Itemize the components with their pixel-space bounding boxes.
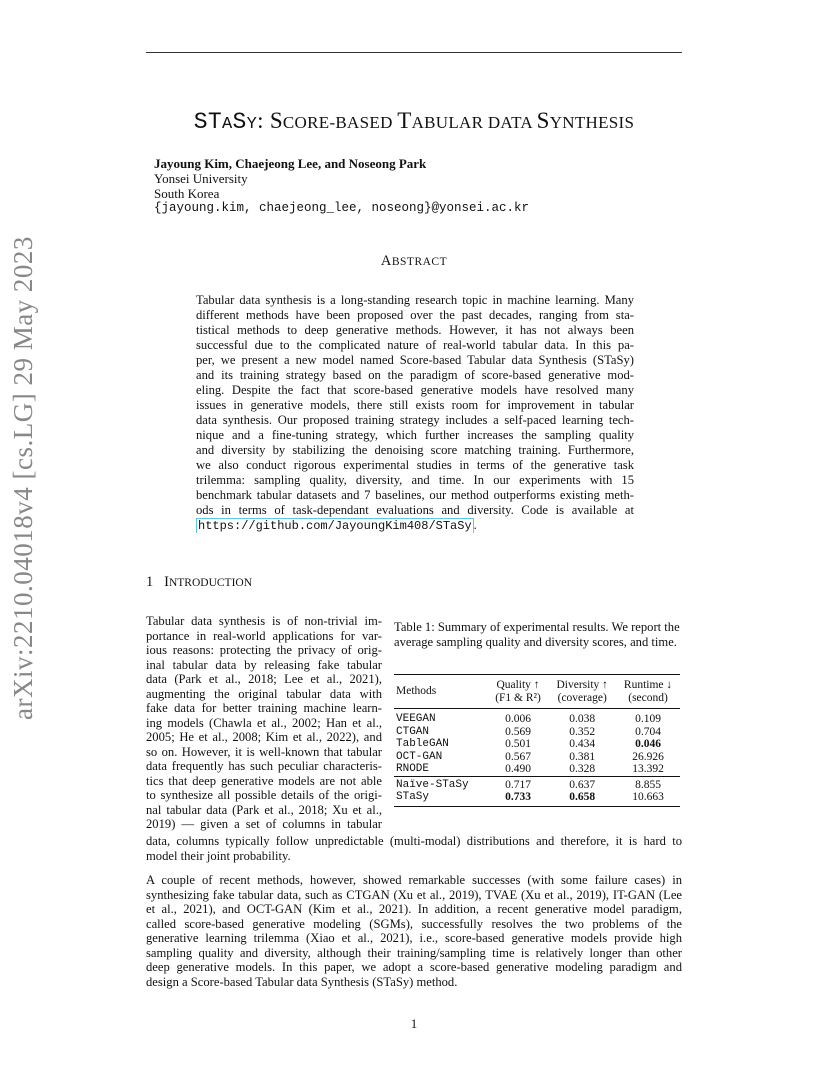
country: South Korea [154,186,220,201]
cell-quality: 0.006 [505,713,531,725]
text-line: different methods have been proposed over the past decades, ranging from sta- [196,308,634,322]
text-line: ing models (Chawla et al., 2002; Han et al., [146,715,382,730]
author-names: Jayoung Kim, Chaejeong Lee, and Noseong Park [154,156,427,171]
section-heading-introduction: 1 INTRODUCTION [146,574,253,590]
col-subheader-diversity: (coverage) [548,692,616,709]
text-line: benchmark tabular datasets and 7 baselines, our method outperforms existing meth- [196,488,634,502]
text-line: et al., 2021), and OCT-GAN (Kim et al., 2021). In addition, a recent generative model paradigm, [146,902,682,916]
cell-runtime: 0.109 [635,713,661,725]
page-number: 1 [410,1016,418,1031]
text-line: generative learning trilemma (Xiao et al., 2021), i.e., score-based generative models provide high [146,931,682,945]
table-caption: Table 1: Summary of experimental results. We report the average sampling quality and diversity scores, and time. [394,620,680,649]
text-line: per, we present a new model named Score-based Tabular data Synthesis (STaSy) [196,353,634,367]
text-line: ious reasons: protecting the privacy of orig- [146,643,382,657]
cell-runtime: 13.392 [632,763,664,775]
text-line: nique and a fine-tuning strategy, which further increases the sampling quality [196,428,634,442]
intro-paragraph-continued [146,834,682,863]
cell-runtime: 0.704 [635,725,661,738]
abstract-heading: ABSTRACT [380,253,448,269]
text-line: eling. Despite the fact that score-based generative models have resolved many [196,383,634,397]
title-part: S [536,108,550,133]
text-line: sampling quality and diversity, although their training/sampling time is relatively longer than other [146,945,682,960]
title-part: : S [257,108,283,133]
affiliation: Yonsei University [154,171,248,186]
table-row [394,776,680,791]
text-line: successful due to the complicated nature of real-world tabular data. In this pa- [196,338,634,352]
table-row [394,751,680,764]
intro-paragraph-left [146,614,382,832]
text-line: synthesizing fake tabular data, such as CTGAN (Xu et al., 2019), TVAE (Xu et al., 2019), IT-GAN (Lee [146,887,682,902]
cell-diversity: 0.434 [569,738,596,750]
text-line: so on. However, it is well-known that tabular [146,744,382,759]
title-part: CORE-BASED [282,113,398,132]
abstract-body [196,293,634,533]
author-emails: {jayoung.kim, chaejeong_lee, noseong}@yonsei.ac.kr [154,201,530,215]
cell-diversity: 0.637 [548,776,616,791]
text-line: tics that deep generative models are not able [146,773,382,788]
title-part: ABULAR DATA [411,113,537,132]
top-rule [146,52,682,53]
cell-quality: 0.490 [505,763,531,775]
text-line: portance in real-world applications for var- [146,628,382,643]
text-line: A couple of recent methods, however, showed remarkable successes (with some failure cases) in [146,873,682,887]
text-line: data (Park et al., 2018; Lee et al., 2021), [146,672,382,686]
col-header-methods: Methods [394,675,488,709]
arxiv-identifier: arXiv:2210.04018v4 [cs.LG] 29 May 2023 [8,236,38,720]
text-line: and diversity by stabilizing the denoising score matching training. Furthermore, [196,443,634,457]
cell-runtime: 10.663 [616,791,680,806]
table-row [394,763,680,776]
cell-method: TableGAN [396,738,449,750]
title-part: Y [246,115,258,134]
cell-diversity: 0.658 [548,791,616,806]
col-header-runtime: Runtime ↓ [616,675,680,692]
cell-quality: 0.717 [488,776,549,791]
github-link[interactable]: https://github.com/JayoungKim408/STaSy [198,519,472,533]
cell-method: Naïve-STaSy [394,776,488,791]
cell-diversity: 0.352 [569,725,596,738]
title-part: ST [193,109,222,135]
text-line: fake data for better training machine learn- [146,701,382,715]
text-line: 2019) — given a set of columns in tabular [146,817,382,831]
cell-method: OCT-GAN [396,750,443,763]
text-line: data frequently has such peculiar characteris- [146,759,382,773]
paper-title [146,108,682,135]
text-line: deep generative models. In this paper, we adopt a score-based generative modeling paradigm and [146,960,682,974]
table-row [394,726,680,739]
title-part: S [232,109,247,135]
col-header-diversity: Diversity ↑ [548,675,616,692]
cell-diversity: 0.381 [569,750,596,763]
cell-quality: 0.733 [488,791,549,806]
title-part: T [397,108,412,133]
text-line: data synthesis. Our proposed training strategy includes a self-paced learning tech- [196,413,634,427]
text-line: trilemma: sampling quality, diversity, and time. In our experiments with 15 [196,473,634,487]
text-line: ods in terms of task-dependant evaluations and diversity. Code is available at [196,503,634,517]
cell-runtime: 26.926 [632,750,664,763]
text-line: Tabular data synthesis is of non-trivial im- [146,614,382,628]
text-line: we also conduct rigorous experimental studies in terms of the generative task [196,458,634,472]
text-line: called score-based generative modeling (SGMs), successfully resolves the two problems of the [146,916,682,931]
col-subheader-quality: (F1 & R²) [488,692,549,709]
col-subheader-runtime: (second) [616,692,680,709]
col-header-quality: Quality ↑ [488,675,549,692]
table-row [394,709,680,726]
text-line: Tabular data synthesis is a long-standing research topic in machine learning. Many [196,293,634,307]
text-line: design a Score-based Tabular data Synthesis (STaSy) method. [146,974,458,989]
author-block [154,156,529,216]
cell-diversity: 0.328 [569,763,596,775]
cell-runtime: 8.855 [616,776,680,791]
table-row [394,791,680,806]
cell-quality: 0.569 [505,725,531,738]
text-line: nal tabular data (Park et al., 2018; Xu et al., [146,802,382,817]
cell-method: CTGAN [396,725,430,738]
abstract-code-link-line: https://github.com/JayoungKim408/STaSy . [198,518,477,533]
cell-quality: 0.501 [505,738,531,750]
text-line: augmenting the original tabular data with [146,686,382,701]
intro-paragraph-2 [146,873,682,989]
text-line: inal tabular data by releasing fake tabular [146,657,382,672]
table-row [394,738,680,751]
text-line: 2005; He et al., 2008; Kim et al., 2022), and [146,730,382,744]
text-line: model their joint probability. [146,848,291,863]
cell-quality: 0.567 [505,750,531,763]
cell-runtime: 0.046 [635,738,661,750]
title-part: YNTHESIS [549,113,635,132]
text-line: to synthesize all possible details of the origi- [146,788,382,802]
cell-method: VEEGAN [396,713,436,725]
text-line: data, columns typically follow unpredictable (multi-modal) distributions and therefore, it is hard to [146,834,682,848]
text-line: and its training strategy based on the paradigm of score-based generative mod- [196,368,634,382]
cell-diversity: 0.038 [569,713,596,725]
cell-method: STaSy [394,791,488,806]
title-part: A [221,115,233,134]
text-line: issues in generative models, there still exists room for improvement in tabular [196,398,634,412]
results-table [394,674,680,807]
text-line: tistical methods to deep generative methods. However, it has not always been [196,323,634,337]
cell-method: RNODE [396,763,430,775]
